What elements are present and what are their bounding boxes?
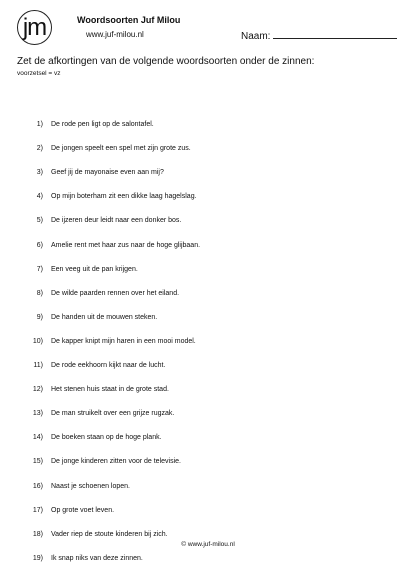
sentence-item (0, 242, 416, 254)
sentence-number: 12) (32, 386, 43, 394)
sentence-item (0, 458, 416, 470)
sentence-text: Een veeg uit de pan krijgen. (51, 265, 138, 273)
sentence-item (0, 555, 416, 567)
sentence-item (0, 483, 416, 495)
sentence-text: Op grote voet leven. (51, 506, 115, 514)
sentence-text: De rode pen ligt op de salontafel. (51, 121, 154, 128)
sentence-text: De man struikelt over een grijze rugzak. (51, 410, 175, 418)
sentence-number: 2) (36, 145, 43, 153)
footer: © www.juf-milou.nl (181, 541, 235, 548)
sentence-number: 9) (36, 313, 43, 321)
sentence-number: 3) (36, 169, 43, 177)
sentence-item (0, 290, 416, 302)
sentence-item (0, 314, 416, 326)
sentence-text: Ik snap niks van deze zinnen. (51, 554, 143, 562)
sentence-text: Amelie rent met haar zus naar de hoge glijbaan. (51, 241, 201, 249)
name-label: Naam: (241, 31, 271, 42)
sentence-item (0, 507, 416, 519)
sentence-item (0, 217, 416, 229)
site-title: Woordsoorten Juf Milou (77, 15, 181, 25)
sentence-number: 18) (32, 530, 43, 538)
sentence-text: De jonge kinderen zitten voor de televisie. (51, 458, 181, 466)
sentence-text: De kapper knipt mijn haren in een mooi model. (51, 337, 196, 345)
sentence-text: Het stenen huis staat in de grote stad. (51, 386, 169, 394)
sentence-text: Naast je schoenen lopen. (51, 482, 130, 490)
sentence-text: Vader riep de stoute kinderen bij zich. (51, 530, 168, 538)
name-line[interactable] (273, 29, 397, 39)
sentence-item (0, 121, 416, 133)
sentence-item (0, 145, 416, 157)
sentence-text: Geef jij de mayonaise even aan mij? (51, 169, 164, 177)
name-field (241, 29, 397, 42)
sentence-number: 13) (32, 410, 43, 418)
sentence-number: 19) (32, 554, 43, 562)
jm-logo: jm (17, 10, 52, 45)
sentence-number: 11) (33, 362, 43, 369)
site-url: www.juf-milou.nl (86, 30, 144, 39)
sentence-number: 5) (36, 217, 43, 225)
sentence-number: 15) (32, 458, 43, 466)
sentence-item (0, 386, 416, 398)
sentence-item (0, 338, 416, 350)
sentence-item (0, 193, 416, 205)
sentence-number: 6) (36, 241, 43, 249)
sentence-item (0, 362, 416, 374)
sentence-text: Op mijn boterham zit een dikke laag hagelslag. (51, 193, 197, 201)
sentence-number: 14) (32, 434, 43, 442)
sentence-number: 16) (32, 482, 43, 490)
sentence-number: 4) (36, 193, 43, 201)
sentence-number: 8) (36, 289, 43, 297)
sentence-item (0, 266, 416, 278)
abbreviation-note: voorzetsel = vz (17, 70, 61, 77)
instruction-text: Zet de afkortingen van de volgende woordsoorten onder de zinnen: (17, 56, 315, 67)
sentence-text: De rode eekhoorn kijkt naar de lucht. (51, 362, 166, 369)
sentence-text: De handen uit de mouwen steken. (51, 313, 158, 321)
sentence-item (0, 169, 416, 181)
sentence-item (0, 434, 416, 446)
sentence-text: De boeken staan op de hoge plank. (51, 434, 162, 442)
sentence-number: 7) (36, 265, 43, 273)
sentence-number: 10) (32, 337, 43, 345)
sentence-text: De wilde paarden rennen over het eiland. (51, 289, 180, 297)
sentence-text: De ijzeren deur leidt naar een donker bos. (51, 217, 182, 225)
sentence-number: 1) (36, 121, 43, 128)
sentence-item (0, 410, 416, 422)
sentence-number: 17) (32, 506, 43, 514)
sentence-text: De jongen speelt een spel met zijn grote zus. (51, 145, 191, 153)
